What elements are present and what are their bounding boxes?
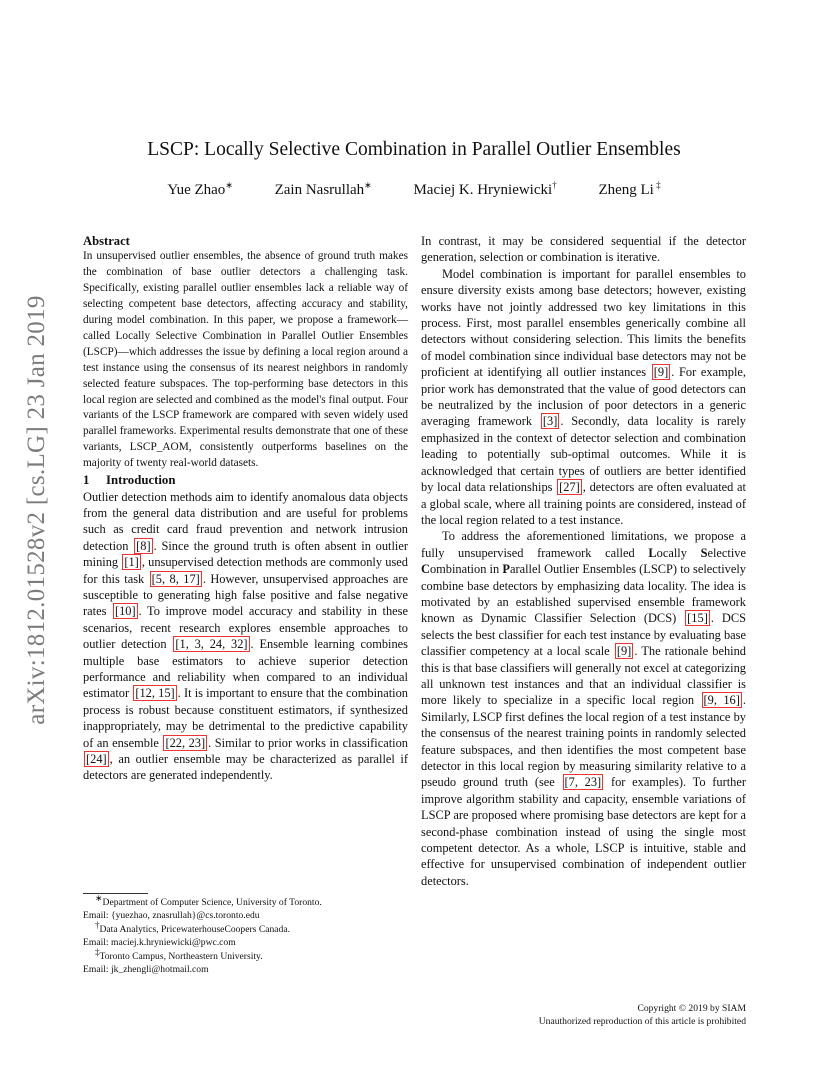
footnote-email: Email: jk_zhengli@hotmail.com xyxy=(83,964,209,976)
text-run: . It is important to ensure that the combination process is robust because constituent estimators, if synthesized inappropriately, may be detrimental to the predictive capability of an ensemble xyxy=(83,686,408,750)
text-run: (LSCP) to selectively combine base detectors by emphasizing data locality. The idea is motivated by an established supervised ensemble framework known as Dynamic Classifier Selection (DCS) xyxy=(421,562,746,626)
text-run: elective xyxy=(707,545,746,560)
text-run: . Since the ground truth is often absent in outlier mining xyxy=(83,538,408,570)
text-run: . The rationale behind this is that base classifiers will generally not excel at categorizing all unknown test instances and that an individual classifier is more likely to specialize in a specific local region xyxy=(421,644,747,708)
text-run: ocally xyxy=(656,545,701,560)
text-run: . However, unsupervised approaches are susceptible to generating high false positive and false negative rates xyxy=(83,571,408,619)
intro-paragraph-1 xyxy=(83,489,408,784)
acronym-letter: P xyxy=(502,562,510,577)
citation-link[interactable]: [7, 23] xyxy=(564,775,602,790)
footnote-text: Data Analytics, PricewaterhouseCoopers Canada. xyxy=(99,923,290,935)
acronym-letter: C xyxy=(421,562,430,577)
text-run: . For example, prior work has demonstrated that the value of good detectors can be neutralized by the inclusion of poor detectors in a generic averaging framework xyxy=(421,365,746,429)
text-run: . Ensemble learning combines multiple base estimators to achieve superior detection performance and reliability when compared to an individual estimator xyxy=(83,637,408,701)
paper-title: LSCP: Locally Selective Combination in Parallel Outlier Ensembles xyxy=(147,139,681,160)
footnote-text: Department of Computer Science, University of Toronto. xyxy=(102,897,322,908)
citation-link[interactable]: [3] xyxy=(542,414,558,429)
citation-link[interactable]: [1] xyxy=(124,555,139,570)
author-mark: ∗ xyxy=(225,180,233,190)
intro-paragraph-3 xyxy=(421,266,746,529)
footnote xyxy=(83,919,408,936)
citation-link[interactable]: [9, 16] xyxy=(703,693,740,708)
text-run: . DCS selects the best classifier for each test instance by evaluating base classifier competency at a local scale xyxy=(421,611,746,659)
footnote-mark: ‡ xyxy=(95,946,100,957)
arxiv-stamp-text: arXiv:1812.01528v2 [cs.LG] 23 Jan 2019 xyxy=(23,295,50,725)
arxiv-stamp xyxy=(14,290,60,730)
author xyxy=(413,182,556,198)
text-run: , unsupervised detection methods are commonly used for this task xyxy=(83,555,408,586)
citation-link[interactable]: [9] xyxy=(616,644,632,659)
citation-link[interactable]: [27] xyxy=(559,480,580,495)
footnotes xyxy=(83,893,408,976)
text-run: Model combination is important for parallel ensembles to ensure diversity exists among base detectors; however, existing works have not jointly addressed two key limitations in this process. First, most parallel ensembles generically combine all detectors without considering selection. This limits the benefits of model combination since individual base detectors may not be proficient at identifying all outlier instances xyxy=(421,266,746,380)
footnote xyxy=(83,892,408,909)
footnote-mark: † xyxy=(95,919,100,930)
section-number: 1 xyxy=(83,473,90,488)
section-title: Introduction xyxy=(106,473,176,488)
copyright-notice xyxy=(386,1003,746,1028)
citation-link[interactable]: [8] xyxy=(136,538,151,553)
author-name: Yue Zhao xyxy=(167,182,226,198)
text-run: ombination in xyxy=(429,562,503,577)
citation-link[interactable]: [15] xyxy=(687,611,708,626)
author-list xyxy=(0,182,828,199)
author xyxy=(167,182,232,198)
citation-link[interactable]: [24] xyxy=(86,752,107,766)
citation-link[interactable]: [9] xyxy=(653,365,669,380)
right-column xyxy=(421,233,746,889)
text-run: , an outlier ensemble may be characterized as parallel if detectors are generated independently. xyxy=(83,752,408,783)
citation-link[interactable]: [12, 15] xyxy=(135,686,175,701)
abstract-body: In unsupervised outlier ensembles, the absence of ground truth makes the combination of base outlier detectors a challenging task. Specifically, existing parallel outlier ensembles lack a reliable way of selecting competent base detectors, affecting accuracy and stability, during model combination. In this paper, we propose a framework—called Locally Selective Combination in Parallel Outlier Ensembles (LSCP)—which addresses the issue by defining a local region around a test instance using the consensus of its nearest neighbors in randomly selected feature subspaces. The top-performing base detectors in this local region are selected and combined as the model's final output. Four variants of the LSCP framework are compared with seven widely used parallel frameworks. Experimental results demonstrate that one of these variants, LSCP_AOM, consistently outperforms baselines on the majority of twenty real-world datasets. xyxy=(83,250,408,470)
text-run: . Similarly, LSCP first defines the local region of a test instance by the consensus of the nearest training points in randomly selected feature subspaces, and then identifies the most competent base detector in this local region by measuring similarity relative to a pseudo ground truth (see xyxy=(421,693,746,790)
acronym-letter: L xyxy=(648,545,657,560)
text-run: . Similar to prior works in classification xyxy=(208,735,409,750)
acronym-letter: S xyxy=(700,545,708,560)
abstract-heading: Abstract xyxy=(83,234,130,248)
text-run: To address the aforementioned limitations, we propose a fully unsupervised framework called xyxy=(421,529,746,560)
footnote-email: Email: {yuezhao, znasrullah}@cs.toronto.edu xyxy=(83,910,260,922)
intro-paragraph-4 xyxy=(421,528,746,889)
copyright-line: Copyright © 2019 by SIAM xyxy=(637,1003,746,1014)
author xyxy=(598,182,660,198)
footnote-text: Toronto Campus, Northeastern University. xyxy=(99,950,263,962)
text-run: . To improve model accuracy and stability in these scenarios, recent research explores ensemble approaches to outlier detection xyxy=(83,604,408,652)
text-run: for examples). To further improve algorithm stability and capacity, ensemble variations of LSCP are proposed where promising base detectors are kept for a second-phase combination instead of using the single most competent detector. As a whole, LSCP is intuitive, stable and effective for unsupervised combination of independent outlier detectors. xyxy=(421,775,746,888)
author-mark: ‡ xyxy=(653,180,661,190)
intro-paragraph-2: In contrast, it may be considered sequential if the detector generation, selection or combination is iterative. xyxy=(421,234,746,265)
author-name: Zheng Li xyxy=(598,182,654,198)
author-name: Zain Nasrullah xyxy=(274,182,365,198)
text-run: . Secondly, data locality is rarely emphasized in the context of detector selection and combination leading to potentially sub-optimal outcomes. While it is acknowledged that certain types of outliers are better identified by local data relationships xyxy=(421,414,746,495)
author-name: Maciej K. Hryniewicki xyxy=(413,182,553,198)
text-run: , detectors are often evaluated at a global scale, where all training points are considered, instead of the local region related to a test instance. xyxy=(421,480,746,527)
left-column xyxy=(83,233,408,784)
author xyxy=(275,182,372,198)
footnote-email: Email: maciej.k.hryniewicki@pwc.com xyxy=(83,937,236,949)
citation-link[interactable]: [1, 3, 24, 32] xyxy=(175,637,248,652)
text-run: arallel Outlier Ensembles xyxy=(509,562,637,577)
footnote xyxy=(83,946,408,963)
footnote-mark: ∗ xyxy=(95,892,103,903)
text-run: Outlier detection methods aim to identify anomalous data objects from the general data distribution and are useful for problems such as credit card fraud prevention and network intrusion detection xyxy=(83,489,408,553)
section-heading xyxy=(83,472,408,488)
citation-link[interactable]: [22, 23] xyxy=(165,735,206,750)
citation-link[interactable]: [10] xyxy=(114,604,136,619)
author-mark: ∗ xyxy=(364,180,372,190)
citation-link[interactable]: [5, 8, 17] xyxy=(151,571,200,586)
reproduction-notice: Unauthorized reproduction of this article is prohibited xyxy=(538,1015,746,1027)
author-mark: † xyxy=(552,180,557,190)
